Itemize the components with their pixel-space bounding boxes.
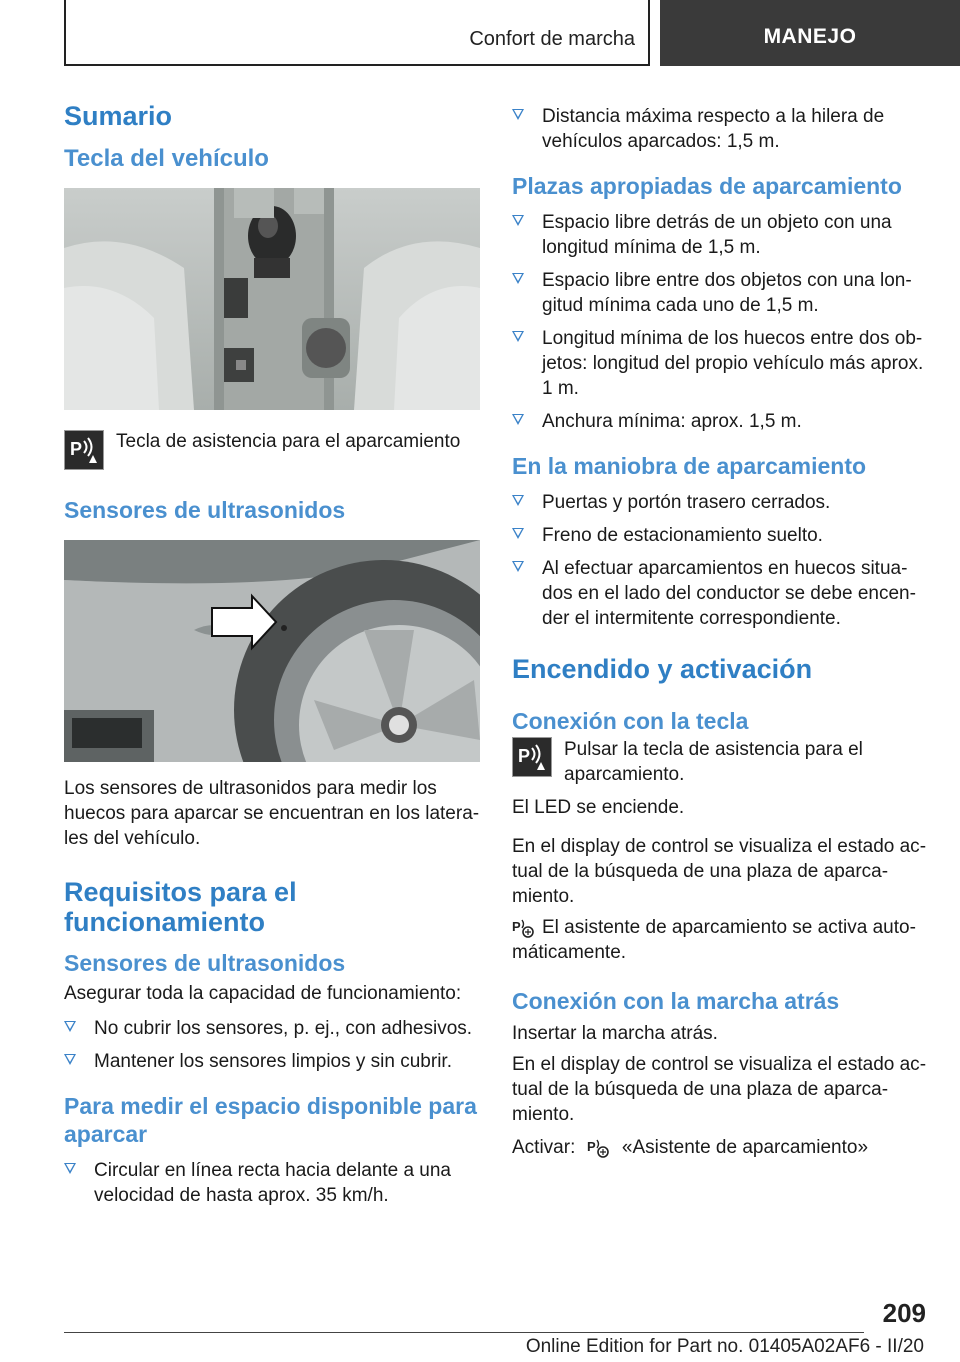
- parking-assist-button-icon: [64, 430, 104, 470]
- bullet-triangle-icon: [512, 414, 524, 425]
- list-item: Freno de estacionamiento suelto.: [512, 523, 928, 548]
- maniobra-list: [512, 490, 928, 631]
- display-text-1: En el display de control se visualiza el estado actual de la búsqueda de una plaza de aparcamiento.: [512, 836, 927, 907]
- heading-conexion-marcha: Conexión con la marcha atrás: [512, 988, 840, 1014]
- heading-sensores-ultrasonidos: Sensores de ultrasonidos: [64, 497, 346, 523]
- heading-conexion-tecla: Conexión con la tecla: [512, 708, 749, 734]
- right-column: [512, 104, 928, 1170]
- sensores-description: Los sensores de ultrasonidos para medir los huecos para aparcar se encuentran en los laterales del vehículo.: [64, 778, 480, 849]
- plazas-list: [512, 210, 928, 434]
- parking-assistant-icon: [587, 1137, 611, 1159]
- list-item: Circular en línea recta hacia delante a una velocidad de hasta aprox. 35 km/h.: [64, 1158, 480, 1208]
- activar-menu-item: «Asistente de aparcamiento»: [621, 1137, 869, 1158]
- parking-assistant-icon: [512, 917, 536, 939]
- tecla-caption: Tecla de asistencia para el aparcamiento: [116, 431, 461, 452]
- sensores-list: [64, 1016, 480, 1074]
- tecla-caption-row: [64, 430, 480, 470]
- heading-maniobra: En la maniobra de aparcamiento: [512, 453, 867, 479]
- medir-list: [64, 1158, 480, 1208]
- bullet-triangle-icon: [512, 109, 524, 120]
- header-section-title: Confort de marcha: [469, 28, 635, 50]
- heading-requisitos: Requisitos para el funcionamiento: [64, 877, 297, 937]
- display-text-2: En el display de control se visualiza el estado actual de la búsqueda de una plaza de aparcamiento.: [512, 1054, 927, 1125]
- list-item: Anchura mínima: aprox. 1,5 m.: [512, 409, 928, 434]
- bullet-triangle-icon: [512, 495, 524, 506]
- svg-text:P: P: [586, 1138, 596, 1154]
- heading-plazas-apropiadas: Plazas apropiadas de aparcamiento: [512, 173, 902, 199]
- photo-center-console: [64, 188, 480, 410]
- list-item: Espacio libre detrás de un objeto con una longitud mínima de 1,5 m.: [512, 210, 928, 260]
- svg-text:P: P: [518, 746, 531, 766]
- left-column: [64, 100, 480, 1218]
- pulsar-text: Pulsar la tecla de asistencia para el aparcamiento.: [564, 739, 863, 785]
- list-item: Longitud mínima de los huecos entre dos objetos: longitud del propio vehículo más aprox. 1 m.: [512, 326, 928, 401]
- asegurar-text: Asegurar toda la capacidad de funcionamiento:: [64, 983, 462, 1004]
- bullet-triangle-icon: [512, 331, 524, 342]
- list-item: Al efectuar aparcamientos en huecos situados en el lado del conductor se debe encender el intermitente correspondiente.: [512, 556, 928, 631]
- footer-rule: [64, 1332, 864, 1333]
- bullet-triangle-icon: [512, 215, 524, 226]
- led-text: El LED se enciende.: [512, 797, 685, 818]
- bullet-triangle-icon: [512, 273, 524, 284]
- bullet-triangle-icon: [64, 1054, 76, 1065]
- parking-assist-button-icon: [512, 737, 552, 777]
- bullet-triangle-icon: [512, 561, 524, 572]
- list-item: Espacio libre entre dos objetos con una longitud mínima cada uno de 1,5 m.: [512, 268, 928, 318]
- list-item: Mantener los sensores limpios y sin cubrir.: [64, 1049, 480, 1074]
- heading-tecla-vehiculo: Tecla del vehículo: [64, 145, 269, 172]
- heading-encendido: Encendido y activación: [512, 654, 813, 684]
- heading-sensores-ultrasonidos-2: Sensores de ultrasonidos: [64, 950, 346, 976]
- footer-edition: Online Edition for Part no. 01405A02AF6 - II/20: [525, 1336, 924, 1357]
- svg-text:P: P: [70, 439, 83, 459]
- heading-medir-espacio: Para medir el espacio disponible para aparcar: [64, 1093, 477, 1147]
- distancia-list: [512, 104, 928, 154]
- photo-ultrasonic-sensor: [64, 540, 480, 762]
- page-number: 209: [882, 1298, 926, 1328]
- pulsar-row: [512, 737, 928, 787]
- bullet-triangle-icon: [512, 528, 524, 539]
- header-chapter-tab: MANEJO: [660, 0, 960, 66]
- list-item: No cubrir los sensores, p. ej., con adhesivos.: [64, 1016, 480, 1041]
- insertar-text: Insertar la marcha atrás.: [512, 1023, 718, 1044]
- heading-sumario: Sumario: [64, 101, 173, 131]
- activar-row: Activar: P «Asistente de aparcamiento»: [512, 1137, 869, 1158]
- list-item: Puertas y portón trasero cerrados.: [512, 490, 928, 515]
- list-item: Distancia máxima respecto a la hilera de vehículos aparcados: 1,5 m.: [512, 104, 928, 154]
- bullet-triangle-icon: [64, 1021, 76, 1032]
- svg-text:P: P: [512, 918, 521, 934]
- bullet-triangle-icon: [64, 1163, 76, 1174]
- asistente-text: P El asistente de aparcamiento se activa automáticamente.: [512, 917, 916, 963]
